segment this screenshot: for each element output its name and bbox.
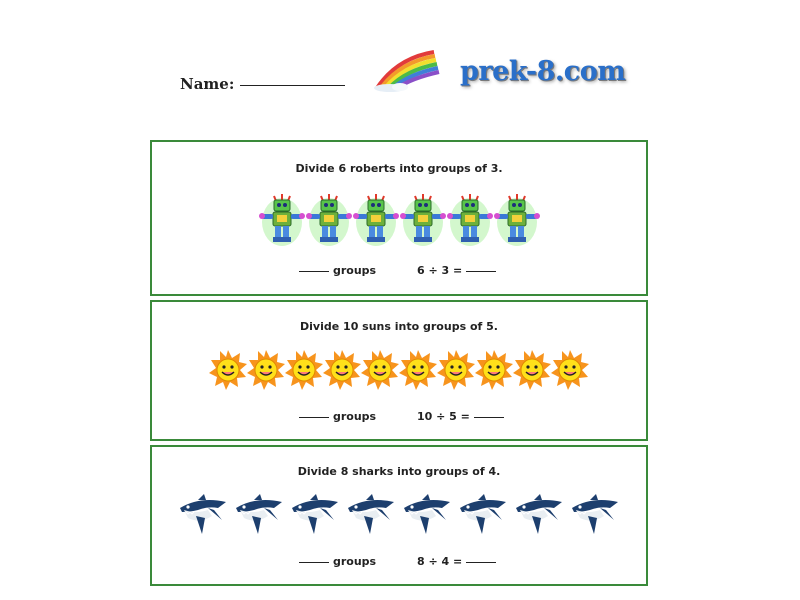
- robot-icon: [259, 192, 305, 248]
- shark-icon: [514, 494, 564, 538]
- shark-icon: [570, 494, 620, 538]
- groups-answer: [299, 555, 376, 568]
- sun-icon: [437, 348, 475, 392]
- sun-icon: [361, 348, 399, 392]
- problem-prompt: Divide 10 suns into groups of 5.: [300, 320, 498, 333]
- shark-icon: [346, 494, 396, 538]
- robot-icon: [400, 192, 446, 248]
- groups-label: groups: [333, 555, 377, 568]
- robot-row: [152, 192, 646, 248]
- equation-text: 10 ÷ 5 =: [417, 410, 470, 423]
- robot-icon: [306, 192, 352, 248]
- equation-answer: [417, 264, 496, 277]
- equation-answer: [417, 555, 496, 568]
- sun-icon: [513, 348, 551, 392]
- sun-icon: [323, 348, 361, 392]
- shark-icon: [402, 494, 452, 538]
- shark-icon: [234, 494, 284, 538]
- groups-blank[interactable]: [299, 417, 329, 418]
- groups-answer: [299, 264, 376, 277]
- groups-answer: [299, 410, 376, 423]
- site-logo[interactable]: prek-8.com: [460, 56, 626, 87]
- name-field: [180, 75, 345, 93]
- groups-blank[interactable]: [299, 271, 329, 272]
- robot-icon: [353, 192, 399, 248]
- equation-answer: [417, 410, 504, 423]
- shark-icon: [178, 494, 228, 538]
- shark-row: [152, 494, 646, 538]
- sun-icon: [551, 348, 589, 392]
- equation-blank[interactable]: [474, 417, 504, 418]
- sun-icon: [247, 348, 285, 392]
- rainbow-icon: [372, 50, 442, 92]
- groups-label: groups: [333, 264, 377, 277]
- sun-icon: [475, 348, 513, 392]
- robot-icon: [494, 192, 540, 248]
- problem-prompt: Divide 6 roberts into groups of 3.: [295, 162, 503, 175]
- worksheet-header: [0, 50, 800, 110]
- problem-card-2: [150, 300, 648, 441]
- equation-text: 6 ÷ 3 =: [417, 264, 463, 277]
- equation-blank[interactable]: [466, 562, 496, 563]
- groups-label: groups: [333, 410, 377, 423]
- shark-icon: [290, 494, 340, 538]
- name-label: Name:: [180, 75, 235, 93]
- sun-icon: [399, 348, 437, 392]
- equation-blank[interactable]: [466, 271, 496, 272]
- problem-prompt: Divide 8 sharks into groups of 4.: [297, 465, 501, 478]
- sun-row: [152, 348, 646, 392]
- groups-blank[interactable]: [299, 562, 329, 563]
- shark-icon: [458, 494, 508, 538]
- sun-icon: [209, 348, 247, 392]
- problem-card-1: [150, 140, 648, 296]
- robot-icon: [447, 192, 493, 248]
- name-blank-line[interactable]: [240, 85, 345, 86]
- problem-card-3: [150, 445, 648, 586]
- equation-text: 8 ÷ 4 =: [417, 555, 463, 568]
- sun-icon: [285, 348, 323, 392]
